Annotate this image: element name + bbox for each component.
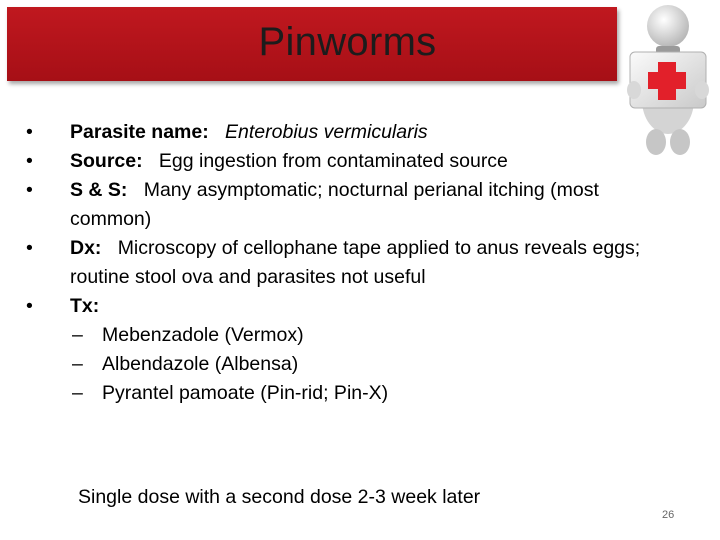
bullet-glyph: • [26,150,33,172]
bullet-glyph: • [26,121,33,143]
dash-glyph: – [72,353,83,375]
bullet-label: S & S: [70,179,128,201]
treatment-list [70,321,660,408]
page-number: 26 [662,509,675,521]
bullet-item [26,118,660,147]
dash-glyph: – [72,324,83,346]
bullet-text: Egg ingestion from contaminated source [158,150,508,172]
bullet-text: Enterobius vermicularis [225,121,428,143]
slide-title: Pinworms [258,19,437,64]
treatment-item [70,321,660,350]
bullet-label: Parasite name: [70,121,209,143]
bullet-label: Tx: [70,295,100,317]
bullet-item [26,147,660,176]
bullet-glyph: • [26,237,33,259]
treatment-item [70,379,660,408]
treatment-text: Mebenzadole (Vermox) [102,324,304,346]
bullet-glyph: • [26,295,33,317]
bullet-item [26,292,660,408]
bullet-text: Microscopy of cellophane tape applied to anus reveals eggs; routine stool ova and parasites not useful [70,237,641,288]
bullet-label: Source: [70,150,143,172]
bullet-item [26,176,660,234]
footer-note: Single dose with a second dose 2-3 week later [78,486,481,508]
bullet-glyph: • [26,179,33,201]
treatment-item [70,350,660,379]
bullet-label: Dx: [70,237,102,259]
treatment-text: Albendazole (Albensa) [102,353,299,375]
dash-glyph: – [72,382,83,404]
bullet-text: Many asymptomatic; nocturnal perianal itching (most common) [70,179,599,230]
bullet-item [26,234,660,292]
treatment-text: Pyrantel pamoate (Pin-rid; Pin-X) [102,382,389,404]
bullet-list [26,118,660,408]
